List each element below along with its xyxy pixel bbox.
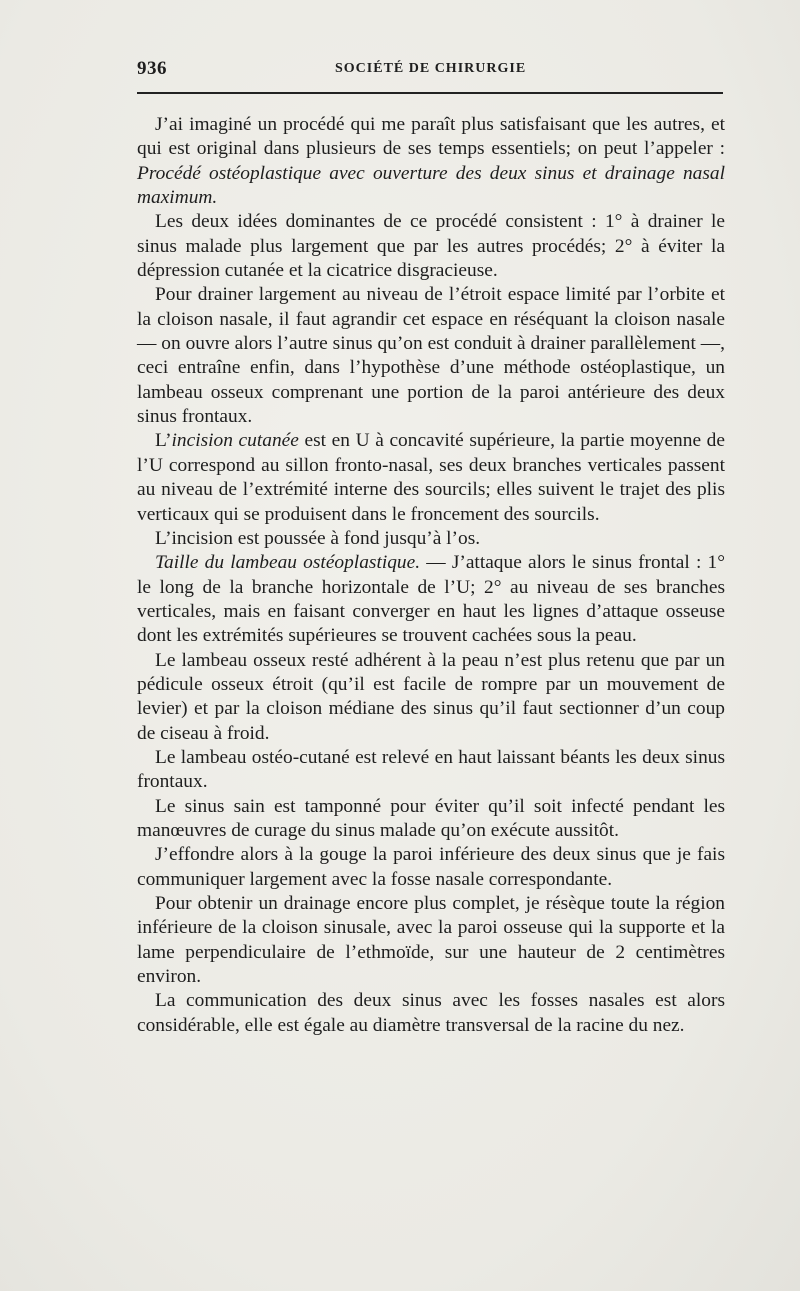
incision-heading: incision cutanée — [171, 430, 299, 452]
paragraph-8: Le lambeau ostéo-cutané est relevé en haut laissant béants les deux sinus frontaux. — [137, 746, 725, 793]
procedure-name: Procédé ostéoplastique avec ouverture des deux sinus et drainage nasal maximum. — [137, 162, 725, 209]
flap-heading: Taille du lambeau ostéoplastique. — [155, 552, 421, 574]
body-text — [137, 113, 725, 1038]
paragraph-4: L’incision cutanée est en U à concavité supérieure, la partie moyenne de l’U correspond au sillon fronto-nasal, ses deux branches verticales passent au niveau de l’extrémité interne des sourcils; elles suivent le trajet des plis verticaux qui se produisent dans le froncement des sourcils. — [137, 430, 725, 525]
paragraph-9: Le sinus sain est tamponné pour éviter qu’il soit infecté pendant les manœuvres de curage du sinus malade qu’on exécute aussitôt. — [137, 795, 725, 841]
page-number: 936 — [137, 58, 167, 79]
paragraph-6: Taille du lambeau ostéoplastique. — J’attaque alors le sinus frontal : 1° le long de la branche horizontale de l’U; 2° au niveau de ses branches verticales, mais en faisant converger en haut les lignes d’attaque osseuse dont les extrémités supérieures se trouvent cachées sous la peau. — [137, 552, 725, 647]
running-head — [137, 58, 723, 82]
paragraph-5: L’incision est poussée à fond jusqu’à l’os. — [155, 527, 481, 549]
journal-title: SOCIÉTÉ DE CHIRURGIE — [335, 61, 527, 76]
paragraph-2: Les deux idées dominantes de ce procédé consistent : 1° à drainer le sinus malade plus largement que par les autres procédés; 2° à éviter la dépression cutanée et la cicatrice disgracieuse. — [137, 211, 725, 282]
paragraph-10: J’effondre alors à la gouge la paroi inférieure des deux sinus que je fais communiquer largement avec la fosse nasale correspondante. — [137, 844, 725, 890]
paragraph-7: Le lambeau osseux resté adhérent à la peau n’est plus retenu que par un pédicule osseux étroit (qu’il est facile de rompre par un mouvement de levier) et par la cloison médiane des sinus qu’il faut sectionner d’un coup de ciseau à froid. — [137, 649, 725, 744]
paragraph-12: La communication des deux sinus avec les fosses nasales est alors considérable, elle est égale au diamètre transversal de la racine du nez. — [137, 990, 725, 1036]
paragraph-3: Pour drainer largement au niveau de l’étroit espace limité par l’orbite et la cloison nasale, il faut agrandir cet espace en réséquant la cloison nasale — on ouvre alors l’autre sinus qu’on est conduit à drainer parallèlement —, ceci entraîne enfin, dans l’hypothèse d’une méthode ostéoplastique, un lambeau osseux comprenant une portion de la paroi antérieure des deux sinus frontaux. — [137, 284, 725, 428]
header-rule — [137, 92, 723, 94]
paragraph-1: J’ai imaginé un procédé qui me paraît plus satisfaisant que les autres, et qui est original dans plusieurs de ses temps essentiels; on peut l’appeler : Procédé ostéoplastique avec ouverture des deux sinus et drainage nasal maximum. — [137, 114, 725, 209]
paragraph-11: Pour obtenir un drainage encore plus complet, je résèque toute la région inférieure de la cloison sinusale, avec la paroi osseuse qui la supporte et la lame perpendiculaire de l’ethmoïde, sur une hauteur de 2 centimètres environ. — [137, 893, 725, 988]
